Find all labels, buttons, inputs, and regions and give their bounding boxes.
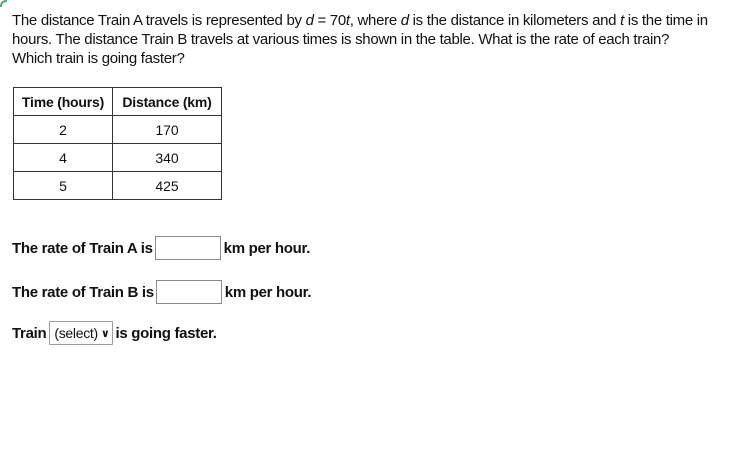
- faster-train-line: [12, 320, 217, 346]
- train-b-rate-unit: km per hour.: [224, 283, 312, 301]
- table-cell-time: 5: [14, 172, 113, 200]
- question-part: is the time in hours. The distance Train B travels at various times is shown in the table. What is the rate of each train? Which train is going faster?: [12, 12, 708, 67]
- faster-train-select-value: (select): [54, 325, 98, 341]
- variable-d: d: [305, 12, 314, 29]
- corner-accent: [0, 0, 7, 7]
- question-text: [12, 11, 712, 68]
- table-row: [14, 172, 222, 200]
- faster-train-suffix: is going faster.: [115, 324, 217, 342]
- variable-t: t: [620, 12, 624, 29]
- table-cell-time: 2: [14, 116, 113, 144]
- faster-train-select[interactable]: [49, 321, 112, 345]
- equation-part: = 70: [313, 12, 346, 29]
- question-part: is the distance in kilometers and: [408, 12, 621, 29]
- table-cell-distance: 340: [113, 144, 222, 172]
- table-cell-time: 4: [14, 144, 113, 172]
- question-part: , where: [349, 12, 401, 29]
- table-row: [14, 116, 222, 144]
- chevron-down-icon: ∨: [100, 327, 110, 340]
- train-a-rate-label: The rate of Train A is: [12, 239, 153, 257]
- variable-d: d: [400, 12, 409, 29]
- table-cell-distance: 425: [113, 172, 222, 200]
- question-part: The distance Train A travels is represented by: [12, 12, 306, 29]
- train-a-rate-input[interactable]: [155, 236, 221, 260]
- train-b-rate-line: [12, 279, 311, 305]
- train-a-rate-unit: km per hour.: [223, 239, 311, 257]
- table-row: [14, 144, 222, 172]
- train-a-rate-line: [12, 235, 310, 261]
- table-cell-distance: 170: [113, 116, 222, 144]
- faster-train-label: Train: [12, 324, 47, 342]
- train-b-table: [13, 87, 222, 200]
- variable-t: t: [345, 12, 350, 29]
- column-header-time: Time (hours): [14, 88, 113, 116]
- train-b-rate-label: The rate of Train B is: [12, 283, 154, 301]
- column-header-distance: Distance (km): [113, 88, 222, 116]
- train-b-rate-input[interactable]: [156, 280, 222, 304]
- table-header-row: [14, 88, 222, 116]
